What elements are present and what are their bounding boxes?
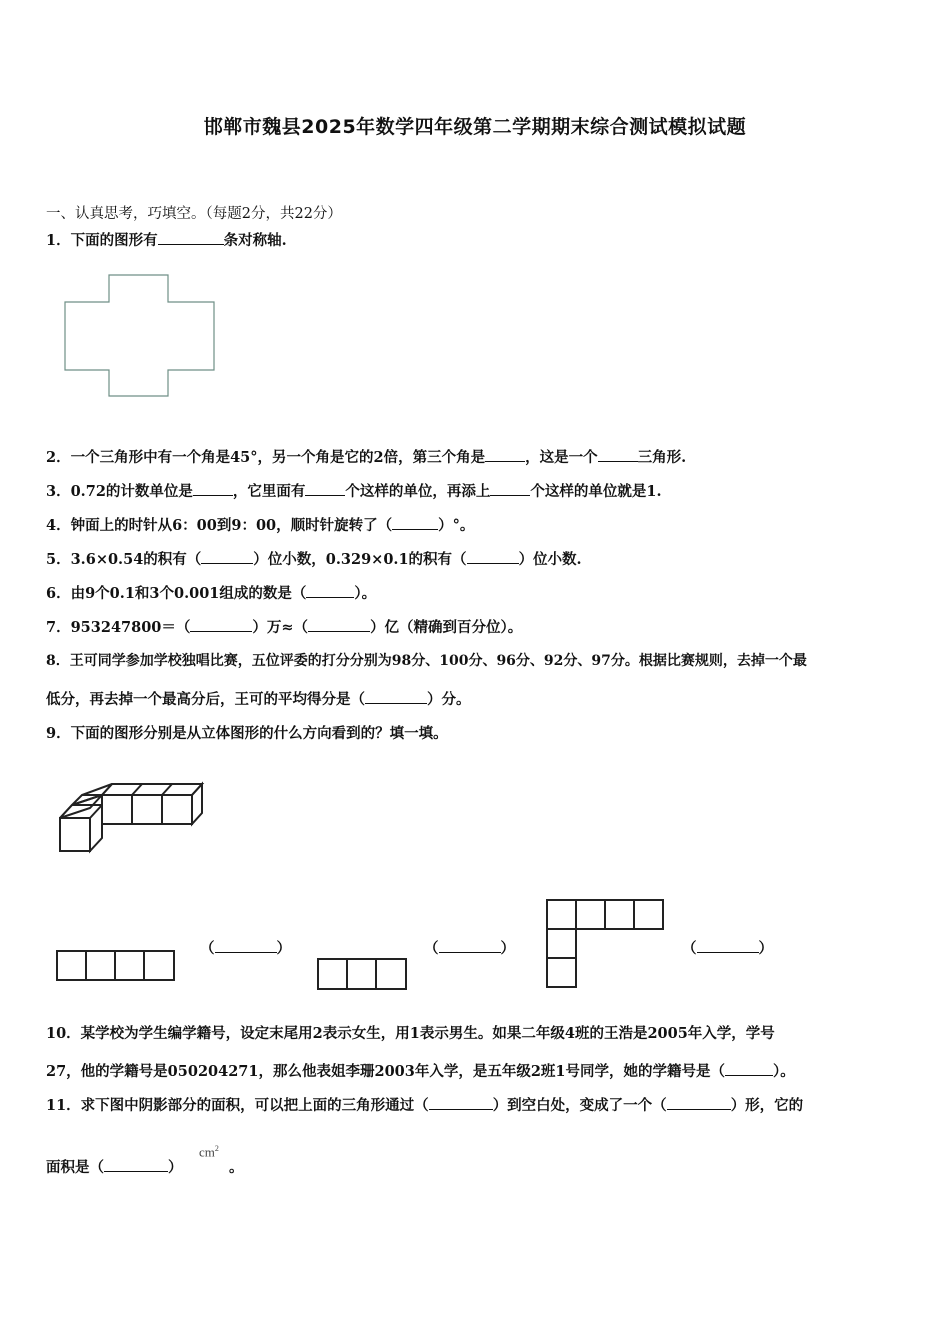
view-1-figure bbox=[56, 949, 178, 983]
q7-text: 7．953247800＝（ bbox=[46, 619, 191, 636]
question-5 bbox=[46, 548, 582, 569]
question-10-line1: 10．某学校为学生编学籍号，设定末尾用2表示女生，用1表示男生。如果二年级4班的王浩是2005年入学，学号 bbox=[46, 1025, 775, 1042]
answer-blank[interactable] bbox=[467, 549, 519, 564]
answer-blank[interactable] bbox=[725, 1061, 773, 1076]
paren-open: （ bbox=[200, 940, 215, 957]
q1-text: 1．下面的图形有 bbox=[46, 232, 158, 249]
q10-text-end: ）。 bbox=[773, 1063, 795, 1080]
answer-blank[interactable] bbox=[392, 515, 438, 530]
question-2 bbox=[46, 446, 686, 467]
answer-blank[interactable] bbox=[490, 481, 530, 496]
view-3-answer bbox=[682, 937, 773, 958]
answer-blank[interactable] bbox=[429, 1095, 493, 1110]
q8-text-end: ）分。 bbox=[427, 691, 471, 708]
answer-blank[interactable] bbox=[667, 1095, 731, 1110]
q5-text-mid: ）位小数，0.329×0.1的积有（ bbox=[253, 551, 467, 568]
view-2-answer bbox=[424, 937, 515, 958]
paren-close: ） bbox=[758, 940, 773, 957]
section-heading: 一、认真思考，巧填空。（每题2分，共22分） bbox=[46, 206, 342, 222]
question-1 bbox=[46, 229, 287, 250]
answer-blank[interactable] bbox=[598, 447, 638, 462]
question-3 bbox=[46, 480, 662, 501]
answer-blank[interactable] bbox=[190, 617, 252, 632]
q8-text: 低分，再去掉一个最高分后，王可的平均得分是（ bbox=[46, 691, 365, 708]
paren-open: （ bbox=[682, 940, 697, 957]
q11-end: 。 bbox=[229, 1159, 244, 1176]
q11-text-end: ）形，它的 bbox=[730, 1097, 804, 1114]
unit-exponent: 2 bbox=[214, 1144, 219, 1153]
question-8-line2 bbox=[46, 688, 471, 709]
unit-text: cm bbox=[199, 1144, 215, 1160]
q3-text: 3．0.72的计数单位是 bbox=[46, 483, 193, 500]
q5-text: 5．3.6×0.54的积有（ bbox=[46, 551, 202, 568]
q2-text-mid: ，这是一个 bbox=[525, 449, 598, 466]
question-11-line1 bbox=[46, 1094, 803, 1115]
q7-text-mid: ）万≈（ bbox=[252, 619, 309, 636]
answer-blank[interactable] bbox=[308, 617, 370, 632]
q1-text-end: 条对称轴. bbox=[223, 232, 287, 249]
q7-text-end: ）亿（精确到百分位）。 bbox=[370, 619, 523, 636]
page-title: 邯郸市魏县2025年数学四年级第二学期期末综合测试模拟试题 bbox=[203, 116, 747, 138]
q11-area-text: 面积是（ bbox=[46, 1159, 104, 1176]
q11-text-mid: ）到空白处，变成了一个（ bbox=[492, 1097, 667, 1114]
answer-blank[interactable] bbox=[306, 583, 354, 598]
question-10-line2 bbox=[46, 1060, 795, 1081]
q11-text: 11．求下图中阴影部分的面积，可以把上面的三角形通过（ bbox=[46, 1097, 429, 1114]
question-7 bbox=[46, 616, 522, 637]
question-6 bbox=[46, 582, 376, 603]
q10-text: 27，他的学籍号是050204271，那么他表姐李珊2003年入学，是五年级2班1号同学，她的学籍号是（ bbox=[46, 1063, 726, 1080]
q11-paren-close: ） bbox=[168, 1159, 183, 1176]
q3-text-end: 个这样的单位就是1. bbox=[530, 483, 662, 500]
paren-close: ） bbox=[500, 940, 515, 957]
q2-text: 2．一个三角形中有一个角是45°，另一个角是它的2倍，第三个角是 bbox=[46, 449, 486, 466]
answer-blank[interactable] bbox=[365, 689, 427, 704]
cube-solid-figure bbox=[52, 776, 212, 858]
answer-blank[interactable] bbox=[104, 1157, 168, 1172]
question-11-line2 bbox=[46, 1156, 183, 1177]
view-3-figure bbox=[544, 897, 668, 991]
answer-blank[interactable] bbox=[193, 481, 233, 496]
question-9: 9．下面的图形分别是从立体图形的什么方向看到的？填一填。 bbox=[46, 725, 448, 742]
answer-blank[interactable] bbox=[485, 447, 525, 462]
answer-blank[interactable] bbox=[158, 230, 224, 245]
q5-text-end: ）位小数. bbox=[518, 551, 582, 568]
q4-text-end: ）°。 bbox=[438, 517, 475, 534]
unit-cm2 bbox=[199, 1144, 219, 1160]
paren-close: ） bbox=[276, 940, 291, 957]
view-2-figure bbox=[317, 957, 411, 991]
q6-text-end: ）。 bbox=[354, 585, 377, 602]
question-8-line1: 8．王可同学参加学校独唱比赛，五位评委的打分分别为98分、100分、96分、92分、97分。根据比赛规则，去掉一个最 bbox=[46, 653, 807, 669]
answer-blank[interactable] bbox=[439, 938, 501, 953]
view-1-answer bbox=[200, 937, 291, 958]
q2-text-end: 三角形. bbox=[637, 449, 687, 466]
answer-blank[interactable] bbox=[201, 549, 253, 564]
q3-text-mid: ，它里面有 bbox=[232, 483, 306, 500]
q6-text: 6．由9个0.1和3个0.001组成的数是（ bbox=[46, 585, 307, 602]
answer-blank[interactable] bbox=[697, 938, 759, 953]
paren-open: （ bbox=[424, 940, 439, 957]
q4-text: 4．钟面上的时针从6：00到9：00，顺时针旋转了（ bbox=[46, 517, 393, 534]
q3-text-mid2: 个这样的单位，再添上 bbox=[345, 483, 491, 500]
cross-shape-figure bbox=[60, 272, 220, 402]
question-4 bbox=[46, 514, 474, 535]
answer-blank[interactable] bbox=[215, 938, 277, 953]
answer-blank[interactable] bbox=[305, 481, 345, 496]
